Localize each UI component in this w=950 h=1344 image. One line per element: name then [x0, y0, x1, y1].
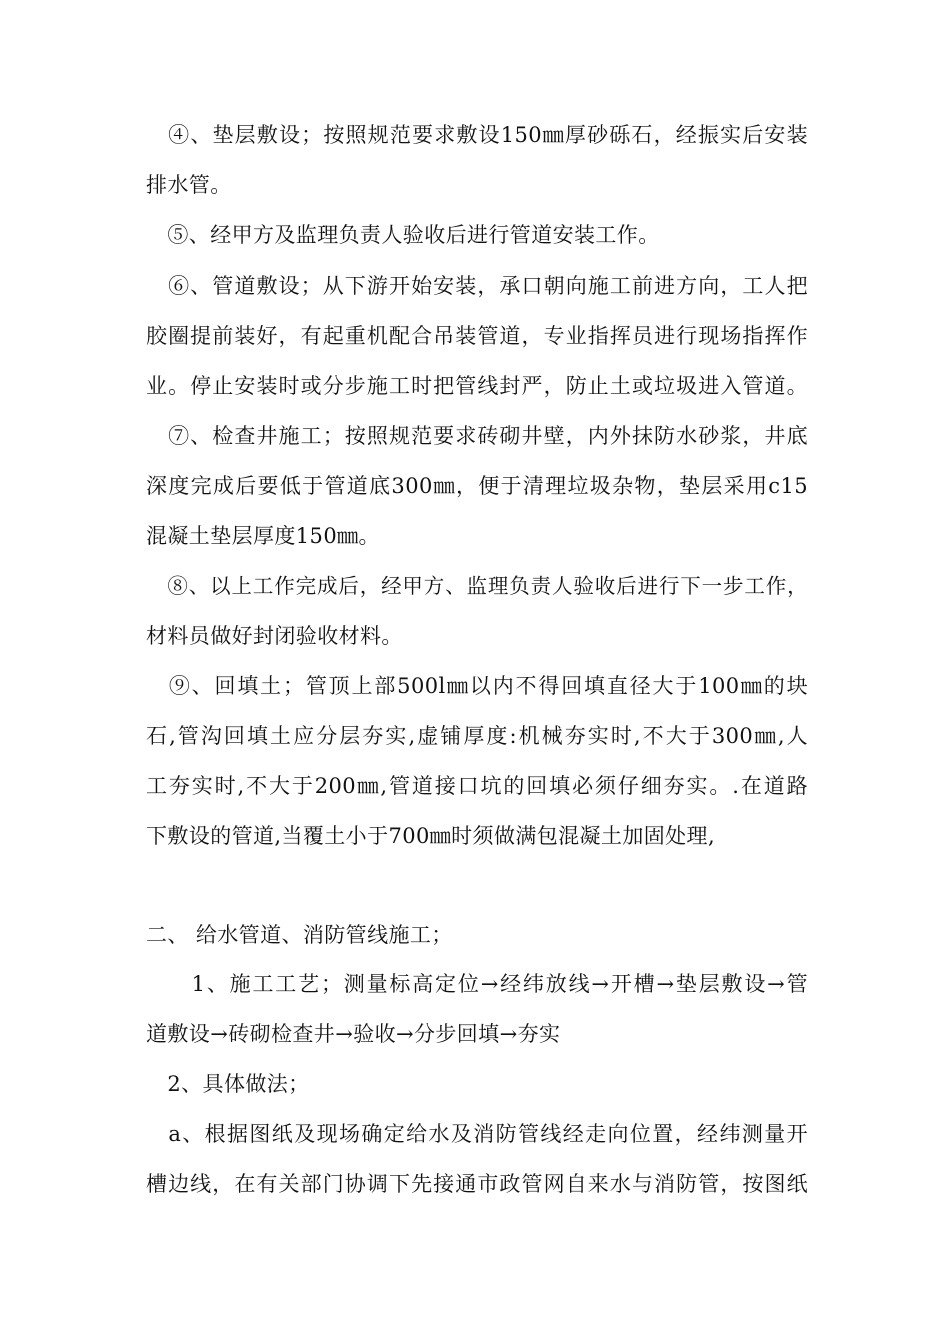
text-line: 1、施工工艺；测量标高定位→经纬放线→开槽→垫层敷设→管 [146, 972, 808, 996]
text-line: 业。停止安装时或分步施工时把管线封严，防止土或垃圾进入管道。 [146, 374, 808, 398]
text-line: 混凝土垫层厚度150㎜。 [146, 524, 380, 548]
text-line: ⑤、经甲方及监理负责人验收后进行管道安装工作。 [146, 223, 660, 247]
text-line: 材料员做好封闭验收材料。 [146, 624, 403, 648]
text-line: ⑥、管道敷设；从下游开始安装，承口朝向施工前进方向，工人把 [146, 274, 808, 298]
text-line: 下敷设的管道,当覆土小于700㎜时须做满包混凝土加固处理, [146, 824, 716, 848]
section-heading: 二、 给水管道、消防管线施工； [146, 923, 453, 947]
text-line: 排水管。 [146, 173, 232, 197]
text-line: 胶圈提前装好，有起重机配合吊装管道，专业指挥员进行现场指挥作 [146, 324, 808, 348]
text-line: 2、具体做法； [146, 1072, 310, 1096]
text-line: 工夯实时,不大于200㎜,管道接口坑的回填必须仔细夯实。.在道路 [146, 774, 808, 798]
text-line: ⑧、以上工作完成后，经甲方、监理负责人验收后进行下一步工作， [146, 574, 808, 598]
text-line: 石,管沟回填土应分层夯实,虚铺厚度:机械夯实时,不大于300㎜,人 [146, 724, 808, 748]
text-line: 槽边线，在有关部门协调下先接通市政管网自来水与消防管，按图纸 [146, 1172, 808, 1196]
text-line: 道敷设→砖砌检查井→验收→分步回填→夯实 [146, 1022, 561, 1046]
text-line: ⑨、回填土；管顶上部500l㎜以内不得回填直径大于100㎜的块 [146, 674, 808, 698]
text-line: ④、垫层敷设；按照规范要求敷设150㎜厚砂砾石，经振实后安装 [146, 123, 808, 147]
text-line: a、根据图纸及现场确定给水及消防管线经走向位置，经纬测量开 [146, 1122, 808, 1146]
text-line: 深度完成后要低于管道底300㎜，便于清理垃圾杂物，垫层采用c15 [146, 474, 808, 498]
text-line: ⑦、检查井施工；按照规范要求砖砌井壁，内外抹防水砂浆，井底 [146, 424, 808, 448]
